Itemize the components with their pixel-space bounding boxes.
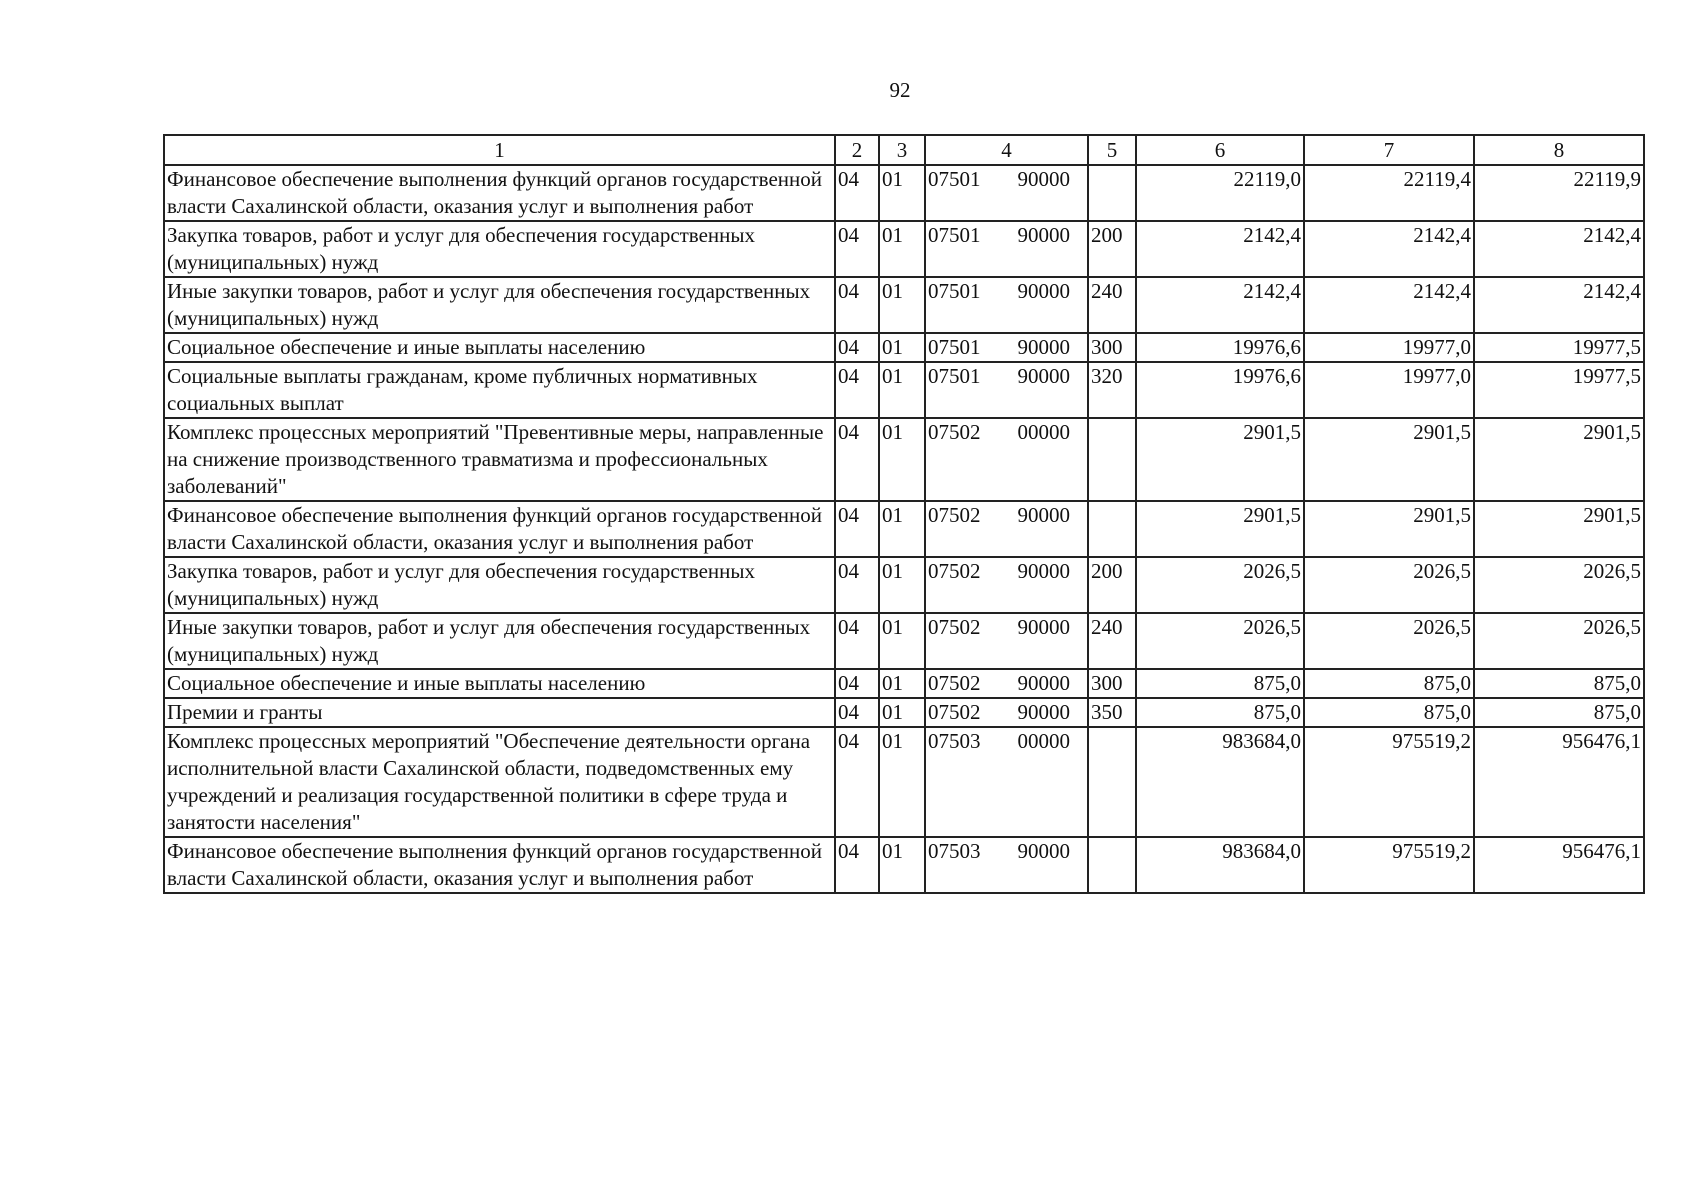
target-article-code	[925, 418, 1088, 501]
subsection-code: 01	[879, 333, 925, 362]
target-article-program: 07502	[928, 559, 981, 583]
subsection-code: 01	[879, 165, 925, 221]
amount-col-6: 983684,0	[1136, 727, 1304, 837]
amount-col-8: 875,0	[1474, 669, 1644, 698]
amount-col-8: 956476,1	[1474, 837, 1644, 893]
target-article-code	[925, 727, 1088, 837]
amount-col-7: 975519,2	[1304, 837, 1474, 893]
budget-item-name: Комплекс процессных мероприятий "Обеспечение деятельности органа исполнительной власти Сахалинской области, подведомственных ему учреждений и реализация государственной политики в сфере труда и занятости населения"	[164, 727, 835, 837]
target-article-program: 07502	[928, 420, 981, 444]
amount-col-8: 956476,1	[1474, 727, 1644, 837]
target-article-direction: 90000	[1017, 364, 1070, 388]
amount-col-7: 2901,5	[1304, 501, 1474, 557]
table-row	[164, 277, 1644, 333]
amount-col-7: 875,0	[1304, 698, 1474, 727]
table-row	[164, 727, 1644, 837]
column-header-6: 6	[1136, 135, 1304, 165]
expense-type-code: 200	[1088, 557, 1136, 613]
section-code: 04	[835, 362, 879, 418]
target-article-code	[925, 221, 1088, 277]
amount-col-7: 2901,5	[1304, 418, 1474, 501]
amount-col-8: 2901,5	[1474, 501, 1644, 557]
budget-item-name: Финансовое обеспечение выполнения функций органов государственной власти Сахалинской области, оказания услуг и выполнения работ	[164, 501, 835, 557]
target-article-direction: 90000	[1017, 279, 1070, 303]
budget-table	[163, 134, 1645, 894]
target-article-program: 07503	[928, 839, 981, 863]
section-code: 04	[835, 727, 879, 837]
section-code: 04	[835, 277, 879, 333]
subsection-code: 01	[879, 698, 925, 727]
target-article-program: 07501	[928, 335, 981, 359]
column-header-2: 2	[835, 135, 879, 165]
target-article-program: 07502	[928, 671, 981, 695]
amount-col-7: 2026,5	[1304, 557, 1474, 613]
subsection-code: 01	[879, 837, 925, 893]
target-article-code	[925, 501, 1088, 557]
budget-item-name: Финансовое обеспечение выполнения функций органов государственной власти Сахалинской области, оказания услуг и выполнения работ	[164, 837, 835, 893]
expense-type-code: 240	[1088, 613, 1136, 669]
subsection-code: 01	[879, 613, 925, 669]
table-row	[164, 501, 1644, 557]
amount-col-6: 19976,6	[1136, 333, 1304, 362]
expense-type-code: 320	[1088, 362, 1136, 418]
section-code: 04	[835, 557, 879, 613]
target-article-code	[925, 333, 1088, 362]
target-article-direction: 90000	[1017, 167, 1070, 191]
target-article-code	[925, 362, 1088, 418]
table-row	[164, 362, 1644, 418]
target-article-code	[925, 557, 1088, 613]
target-article-direction: 90000	[1017, 671, 1070, 695]
amount-col-7: 2142,4	[1304, 277, 1474, 333]
target-article-code	[925, 698, 1088, 727]
target-article-direction: 00000	[1017, 729, 1070, 753]
target-article-program: 07503	[928, 729, 981, 753]
table-row	[164, 418, 1644, 501]
target-article-direction: 90000	[1017, 700, 1070, 724]
subsection-code: 01	[879, 277, 925, 333]
section-code: 04	[835, 165, 879, 221]
expense-type-code	[1088, 418, 1136, 501]
section-code: 04	[835, 221, 879, 277]
amount-col-8: 875,0	[1474, 698, 1644, 727]
table-body	[164, 165, 1644, 893]
subsection-code: 01	[879, 669, 925, 698]
table-row	[164, 333, 1644, 362]
amount-col-8: 19977,5	[1474, 333, 1644, 362]
expense-type-code: 240	[1088, 277, 1136, 333]
amount-col-7: 22119,4	[1304, 165, 1474, 221]
target-article-direction: 90000	[1017, 503, 1070, 527]
amount-col-8: 2142,4	[1474, 221, 1644, 277]
expense-type-code: 350	[1088, 698, 1136, 727]
column-header-3: 3	[879, 135, 925, 165]
amount-col-6: 2901,5	[1136, 501, 1304, 557]
target-article-direction: 90000	[1017, 335, 1070, 359]
section-code: 04	[835, 418, 879, 501]
expense-type-code	[1088, 837, 1136, 893]
target-article-code	[925, 165, 1088, 221]
target-article-direction: 90000	[1017, 223, 1070, 247]
table-row	[164, 557, 1644, 613]
table-row	[164, 613, 1644, 669]
target-article-direction: 90000	[1017, 839, 1070, 863]
column-header-5: 5	[1088, 135, 1136, 165]
budget-item-name: Иные закупки товаров, работ и услуг для обеспечения государственных (муниципальных) нужд	[164, 613, 835, 669]
table-row	[164, 698, 1644, 727]
amount-col-6: 983684,0	[1136, 837, 1304, 893]
expense-type-code	[1088, 501, 1136, 557]
section-code: 04	[835, 837, 879, 893]
budget-item-name: Социальное обеспечение и иные выплаты населению	[164, 333, 835, 362]
budget-item-name: Финансовое обеспечение выполнения функций органов государственной власти Сахалинской области, оказания услуг и выполнения работ	[164, 165, 835, 221]
expense-type-code	[1088, 165, 1136, 221]
target-article-code	[925, 837, 1088, 893]
amount-col-7: 2142,4	[1304, 221, 1474, 277]
target-article-direction: 90000	[1017, 615, 1070, 639]
budget-item-name: Закупка товаров, работ и услуг для обеспечения государственных (муниципальных) нужд	[164, 221, 835, 277]
amount-col-8: 2142,4	[1474, 277, 1644, 333]
amount-col-8: 2026,5	[1474, 613, 1644, 669]
section-code: 04	[835, 669, 879, 698]
amount-col-8: 19977,5	[1474, 362, 1644, 418]
target-article-program: 07502	[928, 503, 981, 527]
amount-col-6: 2026,5	[1136, 613, 1304, 669]
amount-col-8: 2901,5	[1474, 418, 1644, 501]
amount-col-6: 2142,4	[1136, 221, 1304, 277]
target-article-program: 07501	[928, 279, 981, 303]
amount-col-7: 2026,5	[1304, 613, 1474, 669]
target-article-program: 07501	[928, 167, 981, 191]
target-article-program: 07502	[928, 700, 981, 724]
amount-col-6: 22119,0	[1136, 165, 1304, 221]
amount-col-6: 2901,5	[1136, 418, 1304, 501]
subsection-code: 01	[879, 501, 925, 557]
target-article-program: 07502	[928, 615, 981, 639]
subsection-code: 01	[879, 418, 925, 501]
target-article-program: 07501	[928, 223, 981, 247]
amount-col-6: 2026,5	[1136, 557, 1304, 613]
amount-col-7: 875,0	[1304, 669, 1474, 698]
budget-item-name: Закупка товаров, работ и услуг для обеспечения государственных (муниципальных) нужд	[164, 557, 835, 613]
table-row	[164, 669, 1644, 698]
column-header-7: 7	[1304, 135, 1474, 165]
subsection-code: 01	[879, 221, 925, 277]
expense-type-code: 200	[1088, 221, 1136, 277]
column-header-4: 4	[925, 135, 1088, 165]
amount-col-8: 2026,5	[1474, 557, 1644, 613]
table-row	[164, 165, 1644, 221]
budget-item-name: Иные закупки товаров, работ и услуг для обеспечения государственных (муниципальных) нужд	[164, 277, 835, 333]
amount-col-6: 19976,6	[1136, 362, 1304, 418]
amount-col-8: 22119,9	[1474, 165, 1644, 221]
amount-col-6: 875,0	[1136, 698, 1304, 727]
page-number: 92	[889, 78, 911, 102]
section-code: 04	[835, 613, 879, 669]
target-article-direction: 00000	[1017, 420, 1070, 444]
amount-col-7: 19977,0	[1304, 362, 1474, 418]
amount-col-6: 875,0	[1136, 669, 1304, 698]
subsection-code: 01	[879, 727, 925, 837]
column-header-8: 8	[1474, 135, 1644, 165]
table-row	[164, 221, 1644, 277]
budget-item-name: Социальные выплаты гражданам, кроме публичных нормативных социальных выплат	[164, 362, 835, 418]
amount-col-7: 19977,0	[1304, 333, 1474, 362]
target-article-code	[925, 669, 1088, 698]
header-row	[164, 135, 1644, 165]
amount-col-7: 975519,2	[1304, 727, 1474, 837]
expense-type-code: 300	[1088, 333, 1136, 362]
subsection-code: 01	[879, 557, 925, 613]
target-article-program: 07501	[928, 364, 981, 388]
expense-type-code: 300	[1088, 669, 1136, 698]
table-row	[164, 837, 1644, 893]
subsection-code: 01	[879, 362, 925, 418]
budget-item-name: Комплекс процессных мероприятий "Превентивные меры, направленные на снижение производственного травматизма и профессиональных заболеваний"	[164, 418, 835, 501]
expense-type-code	[1088, 727, 1136, 837]
target-article-code	[925, 613, 1088, 669]
section-code: 04	[835, 698, 879, 727]
section-code: 04	[835, 501, 879, 557]
budget-item-name: Премии и гранты	[164, 698, 835, 727]
budget-item-name: Социальное обеспечение и иные выплаты населению	[164, 669, 835, 698]
column-header-1: 1	[164, 135, 835, 165]
section-code: 04	[835, 333, 879, 362]
target-article-code	[925, 277, 1088, 333]
target-article-direction: 90000	[1017, 559, 1070, 583]
amount-col-6: 2142,4	[1136, 277, 1304, 333]
